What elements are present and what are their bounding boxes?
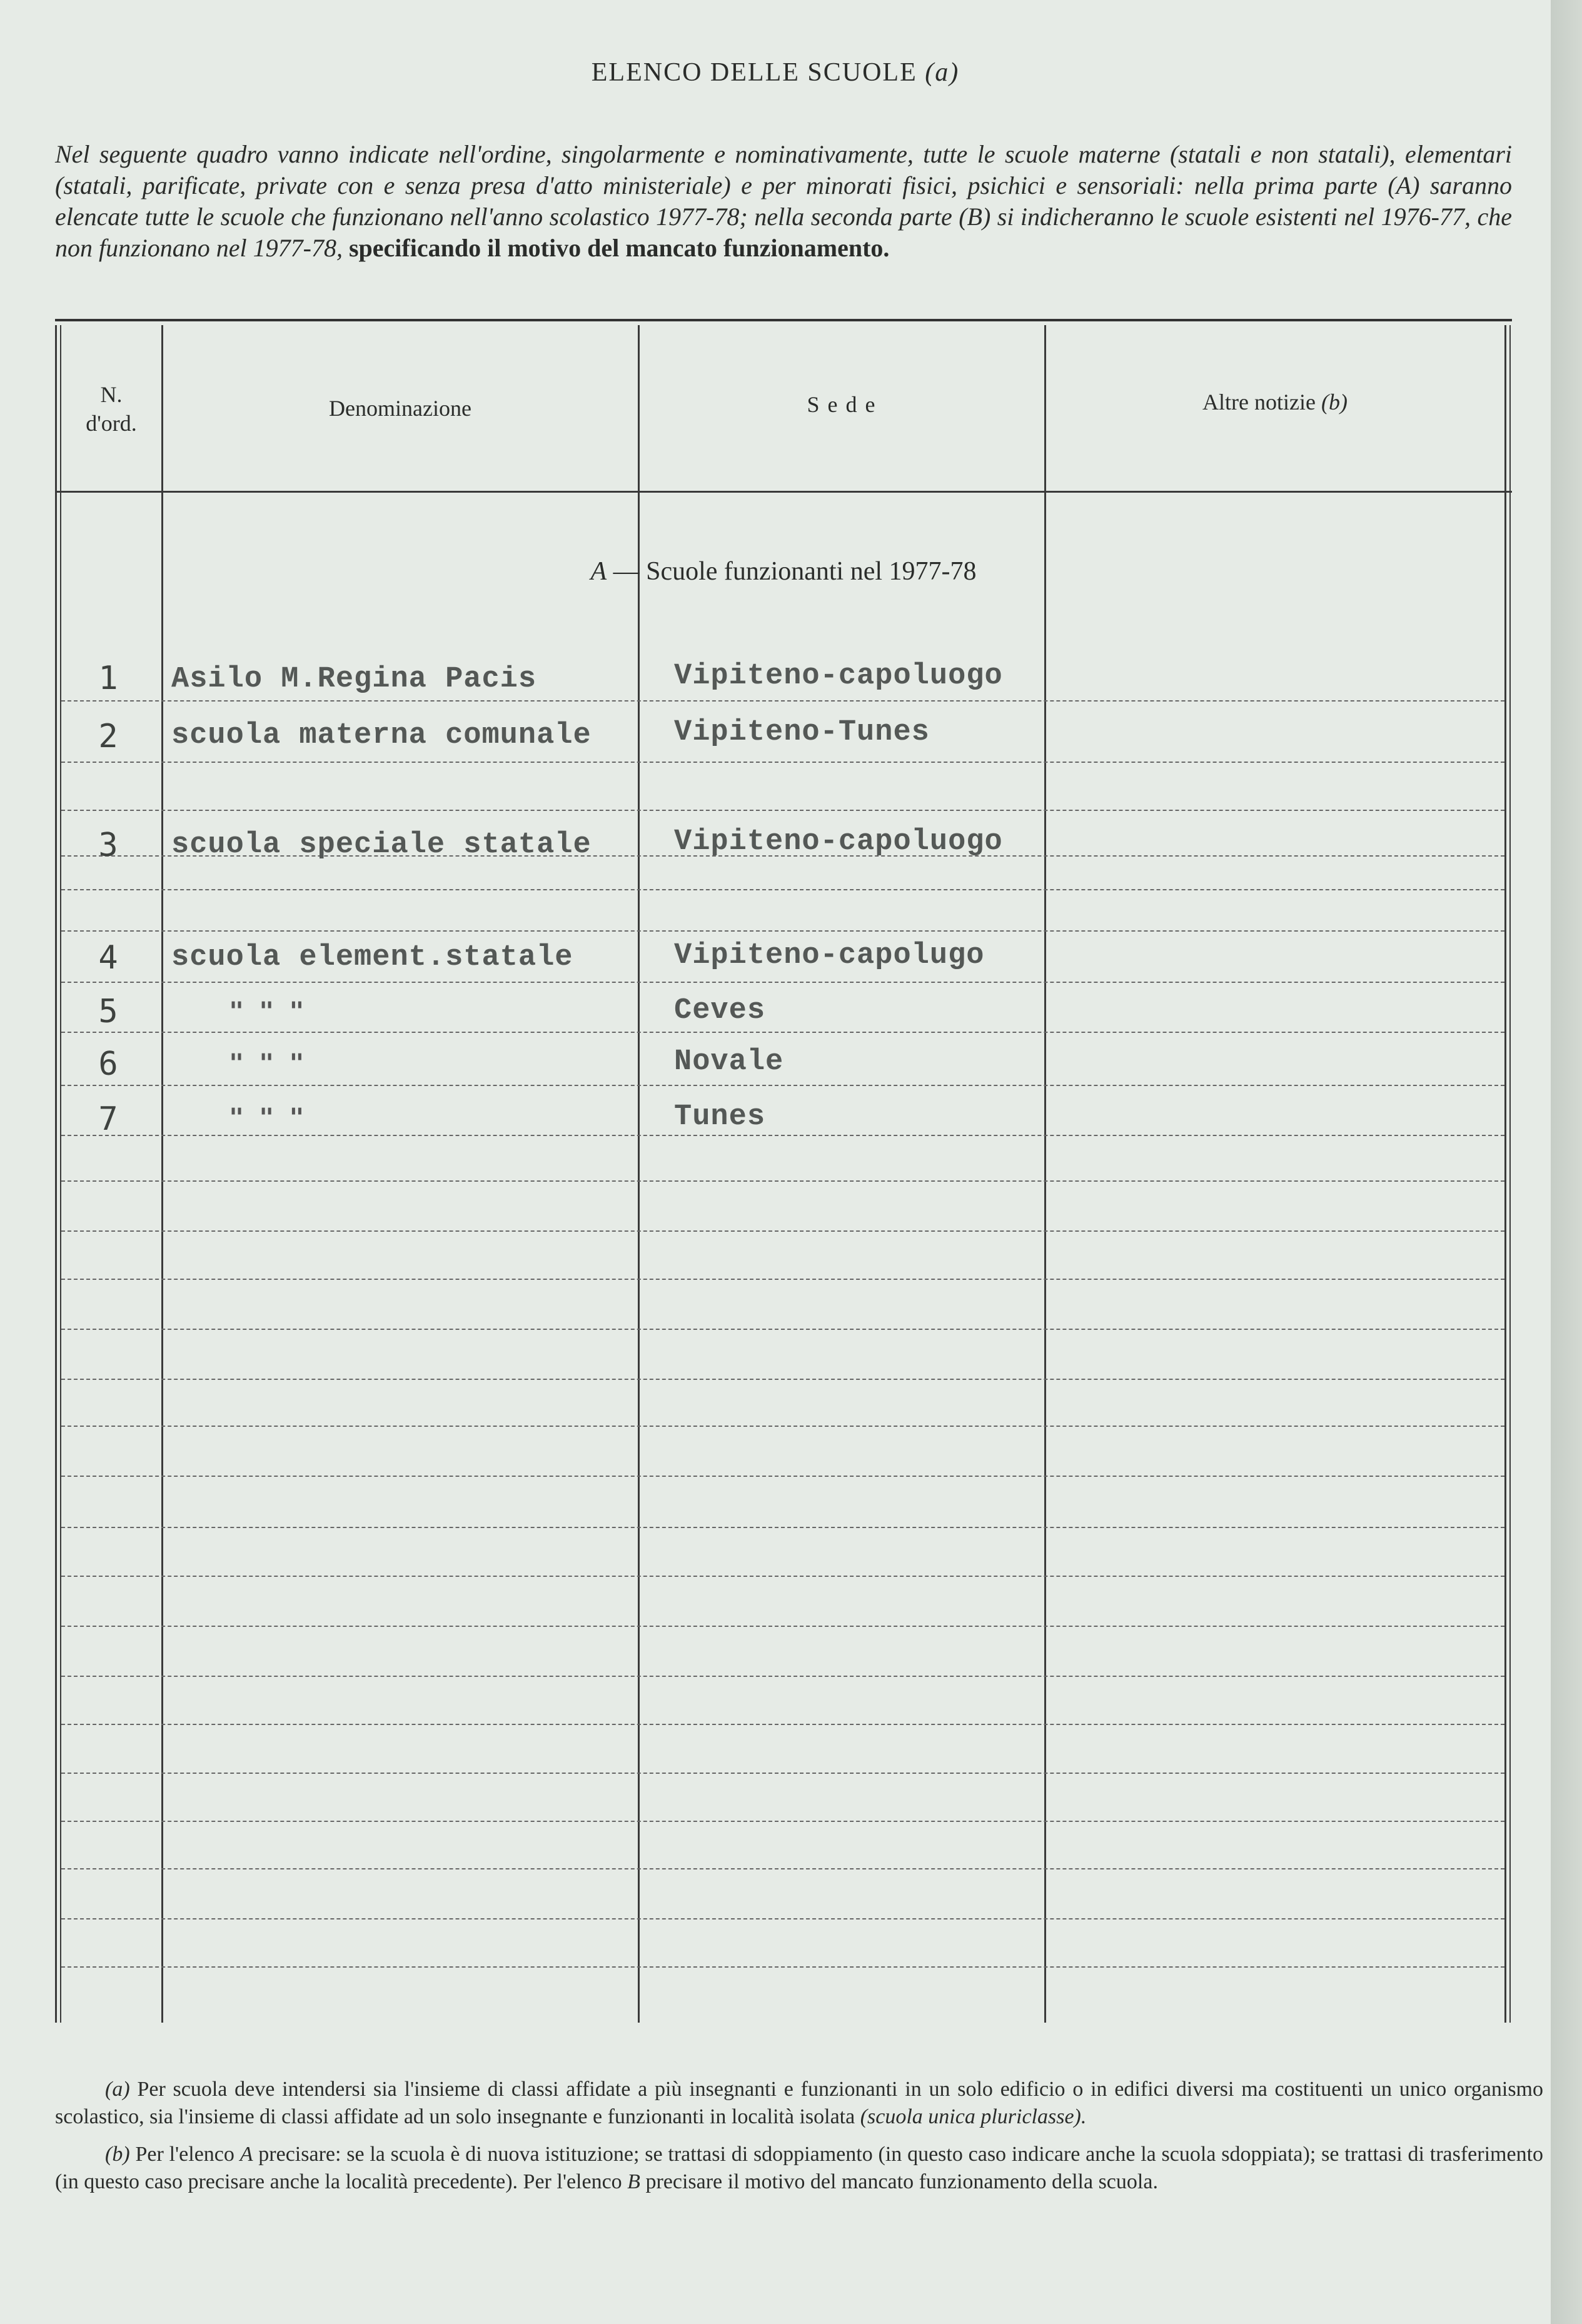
school-table	[55, 325, 1512, 2023]
footnote-a-text: Per scuola deve intendersi sia l'insieme di classi affidate a più insegnanti e funzionanti in un solo edificio o in edifici diversi ma costituenti un unico organismo scolastico, sia l'insieme di classi affidate ad un solo insegnante e funzionanti in località isolata	[55, 2078, 1543, 2128]
row-rule	[61, 1821, 1504, 1822]
footnotes	[55, 2076, 1543, 2206]
row-rule	[61, 982, 1504, 983]
row-7-denominazione: " " "	[229, 1104, 305, 1132]
row-2-denominazione: scuola materna comunale	[171, 719, 592, 752]
row-rule	[61, 1918, 1504, 1919]
page-title	[0, 58, 1551, 88]
row-3-denominazione: scuola speciale statale	[171, 828, 592, 862]
header-altre-text: Altre notizie	[1202, 390, 1316, 415]
header-denominazione: Denominazione	[329, 396, 471, 421]
row-7-sede: Tunes	[674, 1100, 766, 1134]
row-rule	[61, 1085, 1504, 1086]
section-text: — Scuole funzionanti nel 1977-78	[613, 557, 977, 586]
row-2-num: 2	[98, 718, 118, 755]
page-title-note: (a)	[925, 58, 960, 87]
row-4-num: 4	[98, 939, 118, 977]
row-rule	[61, 1426, 1504, 1427]
row-rule	[61, 1966, 1504, 1968]
row-6-sede: Novale	[674, 1045, 784, 1079]
top-rule	[55, 319, 1512, 321]
row-3-sede: Vipiteno-capoluogo	[674, 825, 1003, 858]
row-rule	[61, 930, 1504, 932]
row-rule	[61, 1676, 1504, 1677]
row-rule	[61, 1279, 1504, 1280]
section-letter: A	[590, 557, 607, 586]
row-rule	[61, 1379, 1504, 1380]
footnote-a-italic: (scuola unica pluriclasse).	[860, 2105, 1087, 2128]
row-rule	[61, 810, 1504, 811]
row-rule	[61, 1773, 1504, 1774]
header-num	[61, 380, 161, 438]
row-rule	[61, 1180, 1504, 1182]
row-7-num: 7	[98, 1100, 118, 1138]
header-altre-notizie	[1045, 389, 1504, 415]
row-5-denominazione: " " "	[229, 997, 305, 1026]
row-6-denominazione: " " "	[229, 1049, 305, 1078]
row-5-sede: Ceves	[674, 994, 766, 1027]
row-6-num: 6	[98, 1045, 118, 1083]
footnote-a	[55, 2076, 1543, 2131]
row-rule	[61, 700, 1504, 702]
page-edge-shadow	[1551, 0, 1582, 2324]
page-title-text: ELENCO DELLE SCUOLE	[591, 58, 917, 87]
intro-paragraph	[55, 139, 1512, 264]
row-1-num: 1	[98, 660, 118, 697]
row-1-denominazione: Asilo M.Regina Pacis	[171, 663, 537, 696]
footnote-a-label: (a)	[105, 2078, 130, 2101]
row-rule	[61, 1032, 1504, 1033]
footnote-b	[55, 2141, 1543, 2196]
row-rule	[61, 1724, 1504, 1725]
row-5-num: 5	[98, 993, 118, 1030]
row-2-sede: Vipiteno-Tunes	[674, 716, 930, 749]
header-num-line1: N.	[100, 382, 123, 407]
footnote-b-text-2: precisare: se la scuola è di nuova istituzione; se trattasi di sdoppiamento (in questo caso indicare anche la scuola sdoppiata); se trattasi di trasferimento (in questo caso precisare anche la località precedente). Per l'elenco	[55, 2143, 1544, 2193]
row-rule	[61, 1135, 1504, 1136]
row-3-num: 3	[98, 827, 118, 864]
intro-italic-text: Nel seguente quadro vanno indicate nell'ordine, singolarmente e nominativamente, tutte le scuole materne (statali e non statali), elementari (statali, parificate, private con e senza presa d'atto ministeriale) e per minorati fisici, psichici e sensoriali: nella prima parte (A) saranno elencate tutte le scuole che funzionano nell'anno scolastico 1977-78; nella seconda parte (B) si indicheranno le scuole esistenti nel 1976-77, che non funzionano nel 1977-78,	[55, 140, 1512, 262]
row-rule	[61, 1527, 1504, 1528]
footnote-b-text-3: precisare il motivo del mancato funzionamento della scuola.	[645, 2170, 1158, 2193]
footnote-b-text-1: Per l'elenco	[135, 2143, 234, 2166]
intro-bold-text: specificando il motivo del mancato funzionamento.	[348, 234, 890, 262]
header-altre-note: (b)	[1321, 390, 1348, 415]
header-divider	[55, 491, 1512, 493]
row-rule	[61, 889, 1504, 890]
section-title	[55, 556, 1512, 586]
row-1-sede: Vipiteno-capoluogo	[674, 660, 1003, 693]
row-4-sede: Vipiteno-capolugo	[674, 939, 985, 972]
row-rule	[61, 1868, 1504, 1869]
row-rule	[61, 762, 1504, 763]
footnote-b-label: (b)	[105, 2143, 130, 2166]
header-num-line2: d'ord.	[86, 411, 137, 436]
row-rule	[61, 1329, 1504, 1330]
footnote-b-letter-a: A	[239, 2143, 253, 2166]
row-rule	[61, 1626, 1504, 1627]
row-4-denominazione: scuola element.statale	[171, 941, 573, 974]
footnote-b-letter-b: B	[627, 2170, 640, 2193]
row-rule	[61, 1230, 1504, 1232]
row-rule	[61, 1576, 1504, 1577]
header-sede: S e d e	[807, 392, 877, 417]
row-rule	[61, 1476, 1504, 1477]
